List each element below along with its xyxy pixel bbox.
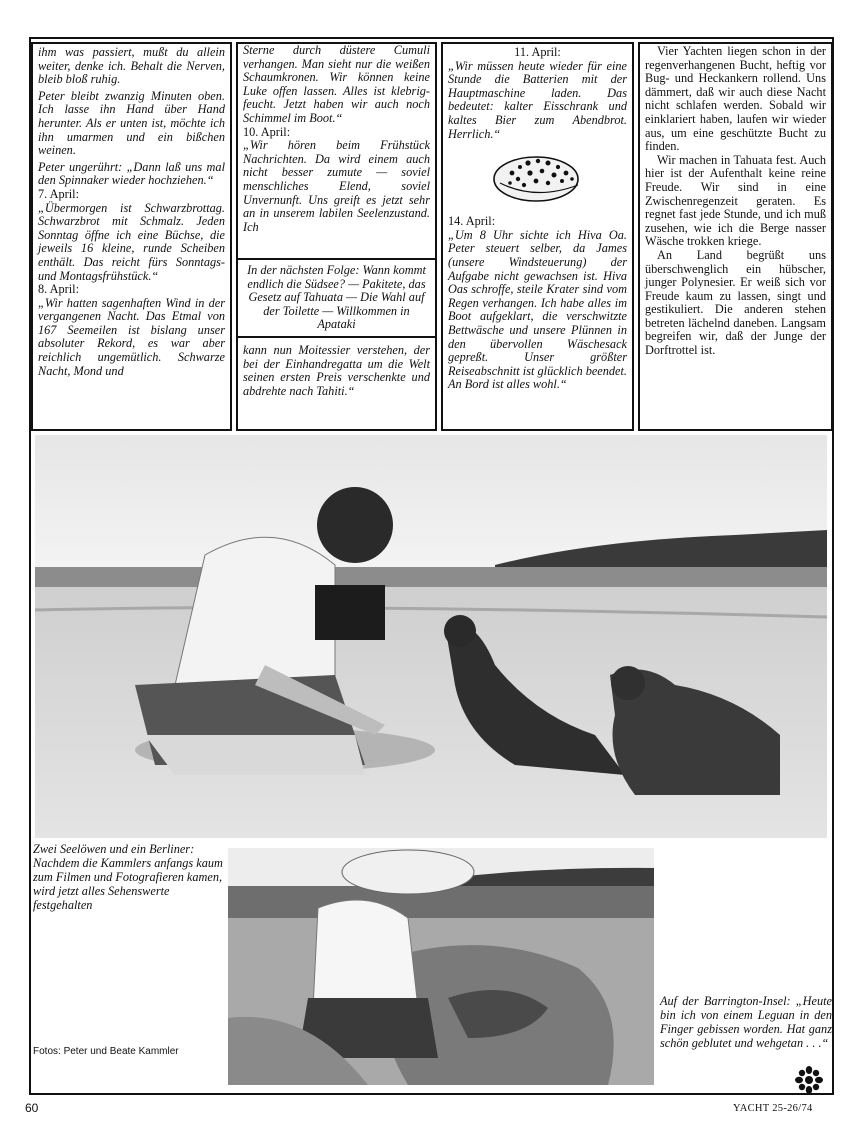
photo-person-with-iguana — [228, 848, 654, 1085]
caption-photo-2: Auf der Barrington-Insel: „Heute bin ich von einem Leguan in den Finger gebissen worden. Hat ganz schön geblutet und wehgetan . . .“ — [660, 994, 832, 1050]
text-column-1 — [31, 42, 232, 431]
paragraph: „Um 8 Uhr sichte ich Hiva Oa. Peter steuert selber, da James (unsere Windsteuerung) der Aufgabe nicht gewachsen ist. Hiva Oas schroffe, steile Krater sind vom Regen verhangen. Ich habe alles im Boot aufgeklart, die verschwitzte Bettwäsche und unsere Plünnen in den übervollen Wäschesack gepreßt. Unser größter Reiseabschnitt ist glücklich beendet. An Bord ist alles wohl.“ — [448, 227, 627, 392]
paragraph: Vier Yachten liegen schon in der regenverhangenen Bucht, heftig vor Bug- und Heckankern rollend. Uns dämmert, daß wir auch diese Nacht nicht schlafen werden. Sobald wir einklariert haben, laufen wir wieder aus, um eine geschützte Bucht zu finden. — [645, 44, 826, 154]
date-heading: 8. April: — [38, 282, 79, 297]
end-mark-icon — [795, 1066, 823, 1099]
paragraph: „Wir müssen heute wieder für eine Stunde die Batterien mit der Hauptmaschine laden. Das bedeutet: kalter Eisschrank und kaltes Bier zum Abendbrot. Herrlich.“ — [448, 58, 627, 141]
date-heading: 10. April: — [243, 124, 291, 139]
photo-credit: Fotos: Peter und Beate Kammler — [33, 1046, 179, 1057]
paragraph: kann nun Moitessier verstehen, der bei der Einhandregatta um die Welt seinen ersten Preis verschenkte und abdrehte nach Tahiti.“ — [243, 342, 430, 398]
paragraph: „Wir hören beim Frühstück Nachrichten. Da wird einem auch nicht besser zumute — soviel menschliches Elend, soviel Unvernunft. Uns greift es jetzt sehr an in unserem labilen Seelenzustand. Ich — [243, 138, 430, 234]
date-heading: 7. April: — [38, 186, 79, 201]
paragraph: Peter ungerührt: „Dann laß uns mal den Spinnaker wieder hochziehen.“ — [38, 159, 225, 188]
text-column-2 — [236, 42, 437, 431]
paragraph: Sterne durch düstere Cumuli verhangen. Man sieht nur die weißen Schaumkronen. Wir können keine Luke offen lassen. Alles ist klebrig-feucht. Jetzt haben wir auch noch Schimmel im Boot.“ — [243, 44, 430, 125]
paragraph: „Wir hatten sagenhaften Wind in der vergangenen Nacht. Das Etmal von 167 Seemeilen ist bislang unser absoluter Rekord, es war aber reichlich ungemütlich. Schwarze Nacht, Mond und — [38, 295, 225, 378]
paragraph: Wir machen in Tahuata fest. Auch hier ist der Aufenthalt keine reine Freude. Wir sind in eine Zwischenregenzeit geraten. Es regnet fast jede Stunde, und ich muß zusehen, wie ich die Berge nasser Wäsche trokken kriege. — [645, 152, 826, 249]
shell-illustration — [448, 149, 627, 209]
text-column-4 — [638, 42, 833, 431]
next-episode-box: In der nächsten Folge: Wann kommt endlich die Südsee? — Pakitete, das Gesetz auf Tahuata — Die Wahl auf der Toilette — Willkommen in Apataki — [238, 258, 435, 338]
photo-man-with-sea-lions — [35, 435, 827, 838]
caption-photo-1: Zwei Seelöwen und ein Berliner: Nachdem die Kammlers anfangs kaum zum Filmen und Fotografieren kamen, wird jetzt alles Sehenswerte festgehalten — [33, 842, 223, 912]
paragraph: An Land begrüßt uns überschwenglich ein hübscher, junger Polynesier. Er weiß sich vor Freude kaum zu lassen, singt und gestikuliert. Die anderen stehen betreten lächelnd daneben. Langsam begreifen wir, daß der Junge der Dorftrottel ist. — [645, 247, 826, 358]
text-column-3 — [441, 42, 634, 431]
date-heading: 14. April: — [448, 214, 496, 229]
paragraph: ihm was passiert, mußt du allein weiter, denke ich. Behalt die Nerven, bleib bloß ruhig. — [38, 45, 225, 87]
page-number: 60 — [25, 1101, 39, 1115]
magazine-issue: YACHT 25-26/74 — [733, 1103, 813, 1114]
date-heading: 11. April: — [514, 45, 561, 59]
paragraph: Peter bleibt zwanzig Minuten oben. Ich lasse ihn Hand über Hand herunter. Als er unten ist, möchte ich ihn umarmen und ein bißchen weinen. — [38, 88, 225, 158]
paragraph: „Übermorgen ist Schwarzbrottag. Schwarzbrot mit Schmalz. Jeden Sonntag öffne ich eine Büchse, die jeweils 16 kleine, runde Scheiben enthält. Das reicht fürs Sonntags- und Montagsfrühstück.“ — [38, 200, 225, 283]
